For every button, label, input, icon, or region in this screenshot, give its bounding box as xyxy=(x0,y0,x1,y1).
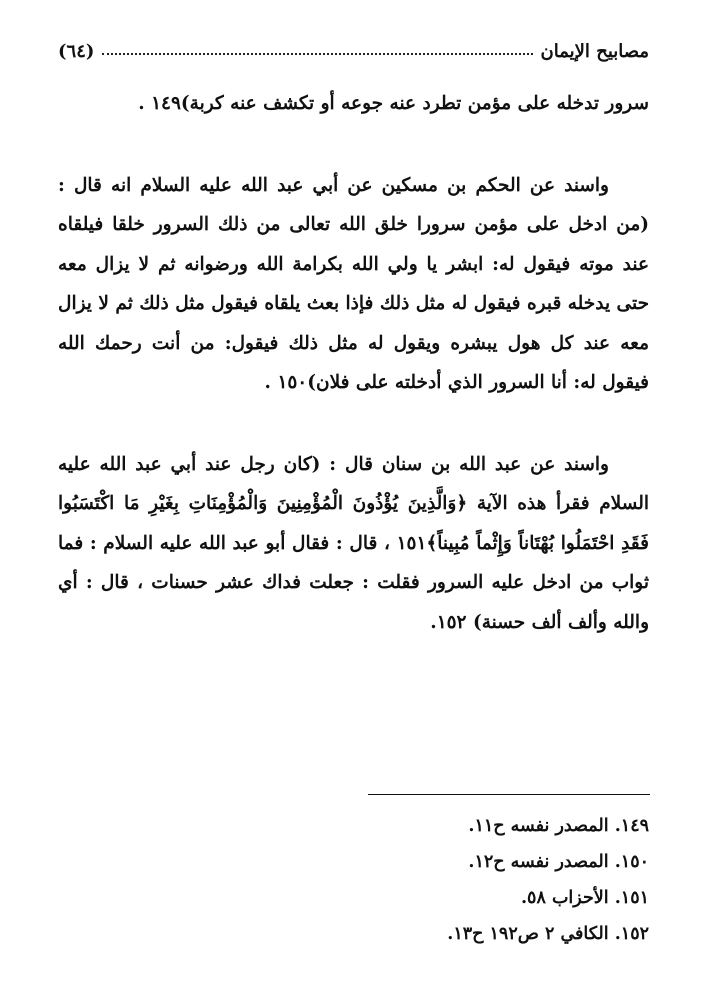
footnote-separator xyxy=(368,794,650,795)
paragraph-gap xyxy=(58,403,649,445)
footnotes xyxy=(349,808,649,952)
main-text xyxy=(58,84,649,642)
paragraph-2: واسند عن الحكم بن مسكين عن أبي عبد الله عليه السلام انه قال : (من ادخل على مؤمن سرورا خلق الله تعالى من ذلك السرور خلقا فيلقاه عند موته فيقول له: ابشر يا ولي الله بكرامة الله ورضوانه ثم لا يزال معه حتى يدخله قبره فيقول له مثل ذلك فإذا بعث يلقاه فيقول مثل ذلك ثم لا يزال معه عند كل هول يبشره ويقول له مثل ذلك فيقول: من أنت رحمك الله فيقول له: أنا السرور الذي أدخلته على فلان)١٥٠ . xyxy=(58,174,649,393)
header-dot-leader xyxy=(102,52,532,55)
paragraph-gap xyxy=(58,124,649,166)
page-number: (٦٤) xyxy=(58,41,95,62)
footnote-151: ١٥١. الأحزاب ٥٨. xyxy=(520,888,649,908)
footnote-152: ١٥٢. الكافي ٢ ص١٩٢ ح١٣. xyxy=(447,924,649,944)
paragraph-3: واسند عن عبد الله بن سنان قال : (كان رجل عند أبي عبد الله عليه السلام فقرأ هذه الآية ﴿وَالَّذِينَ يُؤْذُونَ الْمُؤْمِنِينَ وَالْمُؤْمِنَاتِ بِغَيْرِ مَا اكْتَسَبُوا فَقَدِ احْتَمَلُوا بُهْتَاناً وَإِثْماً مُبِيناً﴾١٥١ ، قال : فقال أبو عبد الله عليه السلام : فما ثواب من ادخل عليه السرور فقلت : جعلت فداك عشر حسنات ، قال : أي والله وألف ألف حسنة) ١٥٢. xyxy=(58,453,649,633)
page-header xyxy=(58,28,649,62)
paragraph-1: سرور تدخله على مؤمن تطرد عنه جوعه أو تكشف عنه كربة)١٤٩ . xyxy=(138,93,649,114)
footnote-149: ١٤٩. المصدر نفسه ح١١. xyxy=(468,816,649,836)
footnote-150: ١٥٠. المصدر نفسه ح١٢. xyxy=(468,852,649,872)
running-title: مصابيح الإيمان xyxy=(540,41,649,62)
